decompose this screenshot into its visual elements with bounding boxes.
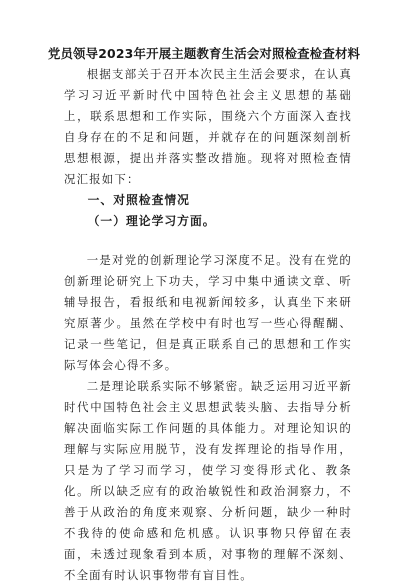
body-paragraph-2: 二是理论联系实际不够紧密。缺乏运用习近平新时代中国特色社会主义思想武装头脑、去指导分析解决面临实际工作问题的具体能力。对理论知识的理解与实际应用脱节，没有发挥理论的指导作用，只是为了学习而学习，使学习变得形式化、教条化。所以缺乏应有的政治敏锐性和政治洞察力，不善于从政治的角度来观察、分析问题，缺少一种时不我待的使命感和危机感。认识事物只停留在表面，未透过现象看到本质，对事物的理解不深刻、不全面有时认识事物带有盲目性。	[64, 379, 352, 582]
section-heading: 一、对照检查情况	[87, 193, 190, 207]
intro-paragraph: 根据支部关于召开本次民主生活会要求，在认真学习习近平新时代中国特色社会主义思想的基础上，联系思想和工作实际，围绕六个方面深入查找自身存在的不足和问题，并就存在的问题深刻剖析思想根源，提出并落实整改措施。现将对照检查情况汇报如下：	[64, 67, 352, 186]
document-title: 党员领导2023年开展主题教育生活会对照检查检查材料	[47, 46, 361, 61]
body-paragraph-1: 一是对党的创新理论学习深度不足。没有在党的创新理论研究上下功夫，学习中集中通读文章、听辅导报告，看报纸和电视新闻较多，认真坐下来研究原著少。虽然在学校中有时也写一些心得醒醐、记录一些笔记，但是真正联系自己的思想和工作实际写体会心得不多。	[64, 253, 352, 372]
subsection-heading: （一）理论学习方面。	[87, 214, 216, 228]
document-body	[64, 64, 352, 586]
